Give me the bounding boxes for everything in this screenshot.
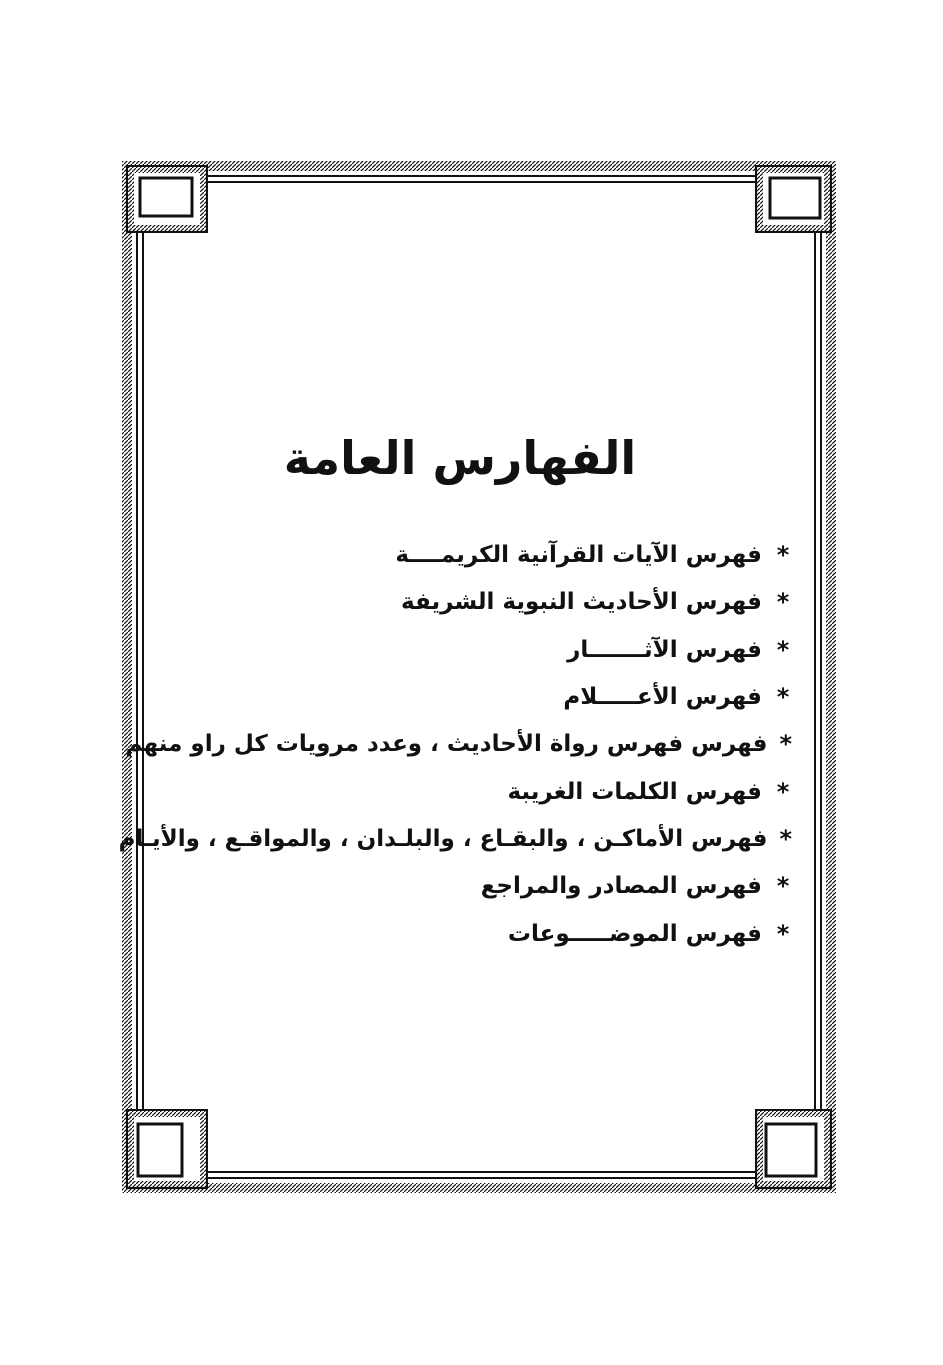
list-item-label: فهرس الكلمات الغريبة — [507, 778, 762, 805]
list-item-label: فهرس الأحاديث النبوية الشريفة — [401, 589, 762, 616]
list-item — [150, 674, 792, 721]
list-item-label: فهرس الموضـــــوعات — [507, 920, 762, 947]
list-item-label: فهرس المصادر والمراجع — [480, 873, 762, 900]
index-content — [118, 400, 800, 958]
corner-bottom-right — [756, 1110, 831, 1188]
corner-top-left — [127, 166, 207, 232]
corner-bottom-left — [127, 1110, 207, 1188]
index-list — [118, 532, 800, 958]
asterisk-icon: * — [776, 683, 790, 712]
list-item — [118, 816, 792, 863]
list-item-label: فهرس الآيات القرآنية الكريمــــة — [395, 542, 762, 569]
list-item-label: فهرس فهرس رواة الأحاديث ، وعدد مرويات كل راو منهم — [125, 731, 768, 758]
asterisk-icon: * — [776, 777, 790, 806]
asterisk-icon: * — [776, 635, 790, 664]
asterisk-icon: * — [776, 919, 790, 948]
asterisk-icon: * — [776, 541, 790, 570]
asterisk-icon: * — [779, 824, 792, 853]
list-item-label: فهرس الأماكـن ، والبقـاع ، والبلـدان ، والمواقـع ، والأيـام — [118, 825, 768, 852]
list-item-label: فهرس الآثـــــــار — [567, 636, 762, 663]
list-item — [150, 627, 792, 674]
asterisk-icon: * — [779, 730, 792, 759]
list-item — [150, 579, 792, 626]
list-item — [150, 768, 792, 815]
corner-top-right — [756, 166, 831, 232]
list-item — [150, 532, 792, 579]
list-item — [150, 910, 792, 957]
asterisk-icon: * — [776, 872, 790, 901]
list-item — [150, 863, 792, 910]
asterisk-icon: * — [776, 588, 790, 617]
list-item — [125, 721, 792, 768]
list-item-label: فهرس الأعـــــلام — [563, 684, 762, 711]
page-title: الفهارس العامة — [283, 431, 637, 485]
